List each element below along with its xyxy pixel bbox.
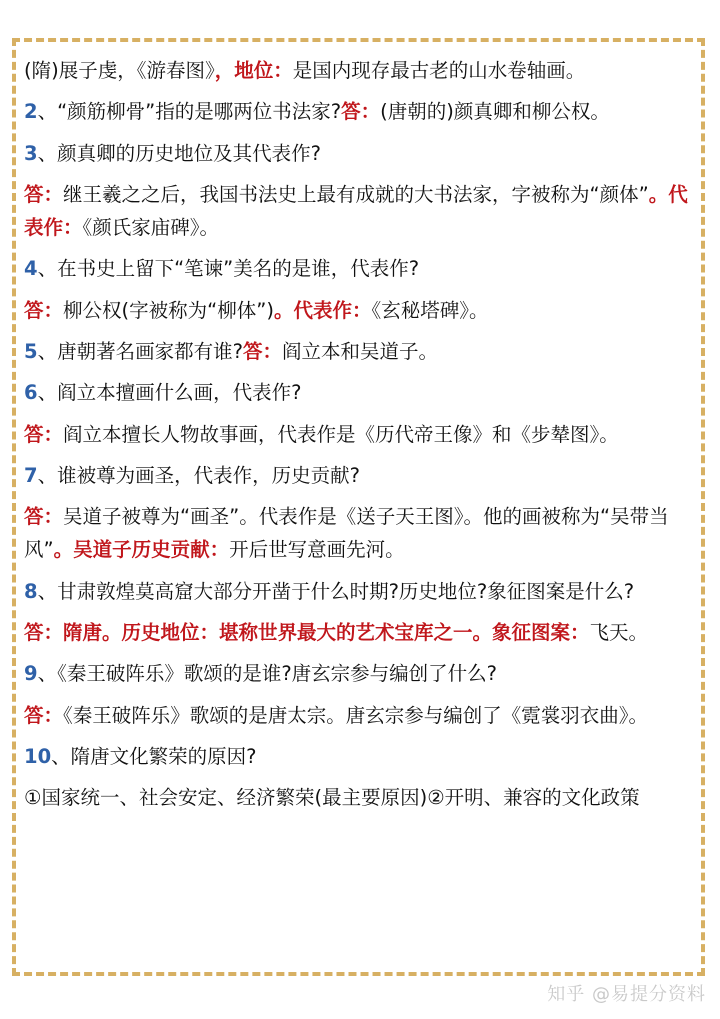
highlight-text: 答： bbox=[24, 422, 64, 446]
question-number: 7 bbox=[24, 463, 38, 487]
body-text: 柳公权(字被称为“柳体”) bbox=[63, 298, 274, 322]
body-text: 、谁被尊为画圣，代表作，历史贡献? bbox=[37, 463, 360, 487]
text-paragraph bbox=[24, 418, 704, 451]
question-number: 8 bbox=[24, 579, 38, 603]
body-text: 《玄秘塔碑》。 bbox=[371, 298, 489, 322]
body-text: 开后世写意画先河。 bbox=[229, 538, 405, 562]
body-text: 继王羲之之后，我国书法史上最有成就的大书法家，字被称为“颜体” bbox=[63, 182, 649, 206]
text-paragraph bbox=[24, 575, 704, 608]
text-paragraph bbox=[24, 252, 704, 285]
document-content bbox=[24, 54, 704, 822]
text-paragraph bbox=[24, 376, 704, 409]
highlight-text: 答： bbox=[24, 703, 64, 727]
text-paragraph bbox=[24, 740, 704, 773]
body-text: 《秦王破阵乐》歌颂的是唐太宗。唐玄宗参与编创了《霓裳羽衣曲》。 bbox=[63, 703, 649, 727]
body-text: 、颜真卿的历史地位及其代表作? bbox=[37, 141, 321, 165]
body-text: (唐朝的)颜真卿和柳公权。 bbox=[380, 100, 610, 124]
text-paragraph bbox=[24, 54, 704, 87]
body-text: 、在书史上留下“笔谏”美名的是谁，代表作? bbox=[37, 257, 420, 281]
text-paragraph bbox=[24, 178, 704, 244]
text-paragraph bbox=[24, 699, 704, 732]
highlight-text: 答： bbox=[24, 298, 64, 322]
question-number: 6 bbox=[24, 381, 38, 405]
body-text: 吴道子被尊为“画圣”。代表作是《送子天王图》。他的画被称为“吴带当风” bbox=[24, 505, 669, 562]
question-number: 3 bbox=[24, 141, 38, 165]
question-number: 10 bbox=[24, 744, 52, 768]
body-text: ①国家统一、社会安定、经济繁荣(最主要原因)②开明、兼容的文化政策 bbox=[24, 786, 640, 810]
body-text: 、《秦王破阵乐》歌颂的是谁?唐玄宗参与编创了什么? bbox=[37, 662, 498, 686]
question-number: 5 bbox=[24, 339, 38, 363]
highlight-text: 答： bbox=[242, 339, 282, 363]
body-text: 飞天。 bbox=[589, 620, 649, 644]
highlight-text: 。代表作： bbox=[273, 298, 372, 322]
body-text: 、阎立本擅画什么画，代表作? bbox=[37, 381, 302, 405]
highlight-text: 答：隋唐。历史地位：堪称世界最大的艺术宝库之一。象征图案： bbox=[24, 620, 590, 644]
body-text: 、隋唐文化繁荣的原因? bbox=[51, 744, 257, 768]
highlight-text: 。代表作： bbox=[24, 182, 688, 240]
text-paragraph bbox=[24, 335, 704, 368]
text-paragraph bbox=[24, 781, 704, 814]
question-number: 9 bbox=[24, 662, 38, 686]
text-paragraph bbox=[24, 95, 704, 128]
body-text: 、“颜筋柳骨”指的是哪两位书法家? bbox=[37, 100, 342, 124]
question-number: 2 bbox=[24, 100, 38, 124]
text-paragraph bbox=[24, 616, 704, 649]
body-text: 、唐朝著名画家都有谁? bbox=[37, 339, 243, 363]
body-text: 是国内现存最古老的山水卷轴画。 bbox=[292, 59, 586, 82]
text-paragraph bbox=[24, 137, 704, 170]
question-number: 4 bbox=[24, 257, 38, 281]
body-text: 《颜氏家庙碑》。 bbox=[82, 216, 220, 240]
body-text: 阎立本擅长人物故事画，代表作是《历代帝王像》和《步辇图》。 bbox=[63, 422, 619, 446]
text-paragraph bbox=[24, 459, 704, 492]
highlight-text: 。吴道子历史贡献： bbox=[53, 538, 230, 562]
watermark: 知乎 @易提分资料 bbox=[547, 984, 706, 1005]
highlight-text: 答： bbox=[24, 505, 64, 529]
highlight-text: 答： bbox=[24, 182, 64, 206]
body-text: (隋)展子虔，《游春图》 bbox=[24, 59, 215, 82]
body-text: 阎立本和吴道子。 bbox=[281, 339, 438, 363]
text-paragraph bbox=[24, 657, 704, 690]
highlight-text: 答： bbox=[341, 100, 381, 124]
body-text: 、甘肃敦煌莫高窟大部分开凿于什么时期?历史地位?象征图案是什么? bbox=[37, 579, 635, 603]
text-paragraph bbox=[24, 500, 704, 566]
highlight-text: ，地位： bbox=[214, 59, 293, 82]
text-paragraph bbox=[24, 294, 704, 327]
